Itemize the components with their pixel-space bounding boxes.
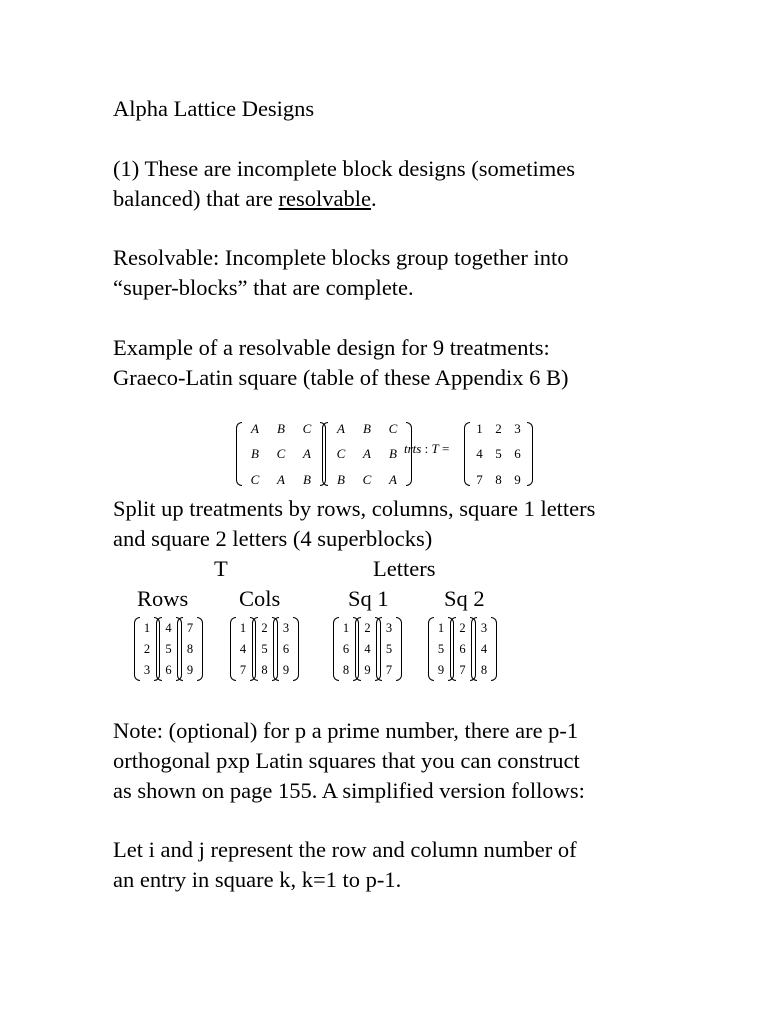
matrix-cell: B xyxy=(303,471,311,487)
para5-line2: orthogonal pxp Latin squares that you can construct xyxy=(113,748,580,773)
vector-grid xyxy=(456,617,470,681)
matrix-cell: 5 xyxy=(495,446,502,462)
matrix-cell: C xyxy=(388,420,398,436)
para5-line1: Note: (optional) for p a prime number, there are p-1 xyxy=(113,718,579,743)
para1-line2 xyxy=(113,184,713,214)
trts-label xyxy=(404,441,449,457)
vector-cell: 6 xyxy=(165,662,172,677)
vector-cell: 1 xyxy=(437,620,445,635)
square1-grid xyxy=(242,422,320,486)
treatment-matrix xyxy=(464,422,533,486)
vector-cell: 8 xyxy=(342,662,350,677)
vector-cell: 8 xyxy=(480,662,488,677)
matrix-cell: A xyxy=(277,471,285,487)
vector-cell: 3 xyxy=(480,620,488,635)
right-bracket xyxy=(527,422,533,486)
para6-line2: an entry in square k, k=1 to p-1. xyxy=(113,867,402,892)
vector-cell: 1 xyxy=(239,620,247,635)
vector-grid xyxy=(140,617,154,681)
matrix-cell: 3 xyxy=(514,420,521,436)
para2-line1: Resolvable: Incomplete blocks group together into xyxy=(113,245,569,270)
vector-cell: 5 xyxy=(165,641,172,656)
vector-cell: 7 xyxy=(385,662,393,677)
vector-cell: 3 xyxy=(385,620,393,635)
vector-grid xyxy=(339,617,353,681)
vector-grid xyxy=(361,617,375,681)
vector-cell: 9 xyxy=(282,662,290,677)
vector-cell: 6 xyxy=(459,641,466,656)
right-bracket xyxy=(293,617,299,681)
superblock-sq1-vector xyxy=(376,617,402,681)
page-title: Alpha Lattice Designs xyxy=(113,96,315,121)
para2-line2: “super-blocks” that are complete. xyxy=(113,275,414,300)
vector-cell: 8 xyxy=(261,662,268,677)
matrix-cell: 7 xyxy=(476,471,483,487)
matrix-cell: B xyxy=(363,420,371,436)
vector-cell: 1 xyxy=(143,620,151,635)
para6-line1: Let i and j represent the row and column number of xyxy=(113,837,577,862)
matrix-cell: B xyxy=(277,420,285,436)
right-bracket xyxy=(491,617,497,681)
matrix-cell: 8 xyxy=(495,471,502,487)
vector-cell: 4 xyxy=(239,641,247,656)
vector-cell: 5 xyxy=(261,641,268,656)
vector-grid xyxy=(183,617,197,681)
vector-cell: 2 xyxy=(459,620,466,635)
group-label-t: T xyxy=(214,556,228,581)
matrix-cell: C xyxy=(276,446,286,462)
vector-grid xyxy=(162,617,176,681)
vector-cell: 9 xyxy=(364,662,371,677)
vector-grid xyxy=(258,617,272,681)
header-cols: Cols xyxy=(239,586,281,611)
matrix-cell: C xyxy=(302,420,312,436)
matrix-cell: B xyxy=(389,446,397,462)
matrix-cell: C xyxy=(250,471,260,487)
vector-cell: 3 xyxy=(282,620,290,635)
latin-square-1 xyxy=(236,422,326,486)
matrix-cell: A xyxy=(251,420,259,436)
vector-grid xyxy=(279,617,293,681)
vector-cell: 2 xyxy=(364,620,371,635)
vector-cell: 4 xyxy=(364,641,371,656)
vector-cell: 5 xyxy=(385,641,393,656)
superblock-sq2-vector xyxy=(471,617,497,681)
vector-cell: 9 xyxy=(186,662,194,677)
trts-grid xyxy=(470,422,527,486)
vector-cell: 2 xyxy=(261,620,268,635)
vector-cell: 6 xyxy=(282,641,290,656)
vector-cell: 1 xyxy=(342,620,350,635)
vector-grid xyxy=(236,617,250,681)
vector-cell: 7 xyxy=(459,662,466,677)
superblock-cols-vector xyxy=(273,617,299,681)
square2-grid xyxy=(328,422,406,486)
matrix-cell: 6 xyxy=(514,446,521,462)
para1-line2-after: . xyxy=(371,186,377,211)
right-bracket xyxy=(197,617,203,681)
right-bracket xyxy=(396,617,402,681)
para1-line2-before: balanced) that are xyxy=(113,186,279,211)
vector-cell: 4 xyxy=(480,641,488,656)
vector-cell: 6 xyxy=(342,641,350,656)
header-sq1: Sq 1 xyxy=(348,586,389,611)
vector-cell: 2 xyxy=(143,641,151,656)
matrix-cell: 4 xyxy=(476,446,483,462)
vector-cell: 7 xyxy=(186,620,194,635)
matrix-cell: A xyxy=(337,420,345,436)
para3-line1: Example of a resolvable design for 9 treatments: xyxy=(113,335,550,360)
matrix-cell: 2 xyxy=(495,420,502,436)
trts-sep: : xyxy=(421,441,432,456)
group-label-letters: Letters xyxy=(373,556,436,581)
para3-line2: Graeco-Latin square (table of these Appendix 6 B) xyxy=(113,365,569,390)
vector-cell: 9 xyxy=(437,662,445,677)
vector-cell: 7 xyxy=(239,662,247,677)
vector-cell: 4 xyxy=(165,620,172,635)
vector-grid xyxy=(434,617,448,681)
vector-cell: 5 xyxy=(437,641,445,656)
matrix-cell: 9 xyxy=(514,471,521,487)
para1-line1: (1) These are incomplete block designs (sometimes xyxy=(113,156,575,181)
vector-cell: 3 xyxy=(143,662,151,677)
para4-line2: and square 2 letters (4 superblocks) xyxy=(113,526,433,551)
trts-word: trts xyxy=(404,441,422,456)
para4-line1: Split up treatments by rows, columns, square 1 letters xyxy=(113,496,596,521)
vector-cell: 8 xyxy=(186,641,194,656)
trts-var: T xyxy=(431,441,439,456)
trts-eq: = xyxy=(438,441,450,456)
matrix-cell: B xyxy=(251,446,259,462)
para5-line3: as shown on page 155. A simplified version follows: xyxy=(113,778,585,803)
vector-grid xyxy=(382,617,396,681)
matrix-cell: A xyxy=(389,471,397,487)
matrix-cell: A xyxy=(303,446,311,462)
latin-square-2 xyxy=(322,422,412,486)
matrix-cell: A xyxy=(363,446,371,462)
resolvable-term: resolvable xyxy=(278,186,371,211)
header-rows: Rows xyxy=(137,586,189,611)
matrix-cell: 1 xyxy=(476,420,483,436)
vector-grid xyxy=(477,617,491,681)
header-sq2: Sq 2 xyxy=(444,586,485,611)
superblock-rows-vector xyxy=(177,617,203,681)
matrix-cell: C xyxy=(362,471,372,487)
matrix-cell: B xyxy=(337,471,345,487)
matrix-cell: C xyxy=(336,446,346,462)
